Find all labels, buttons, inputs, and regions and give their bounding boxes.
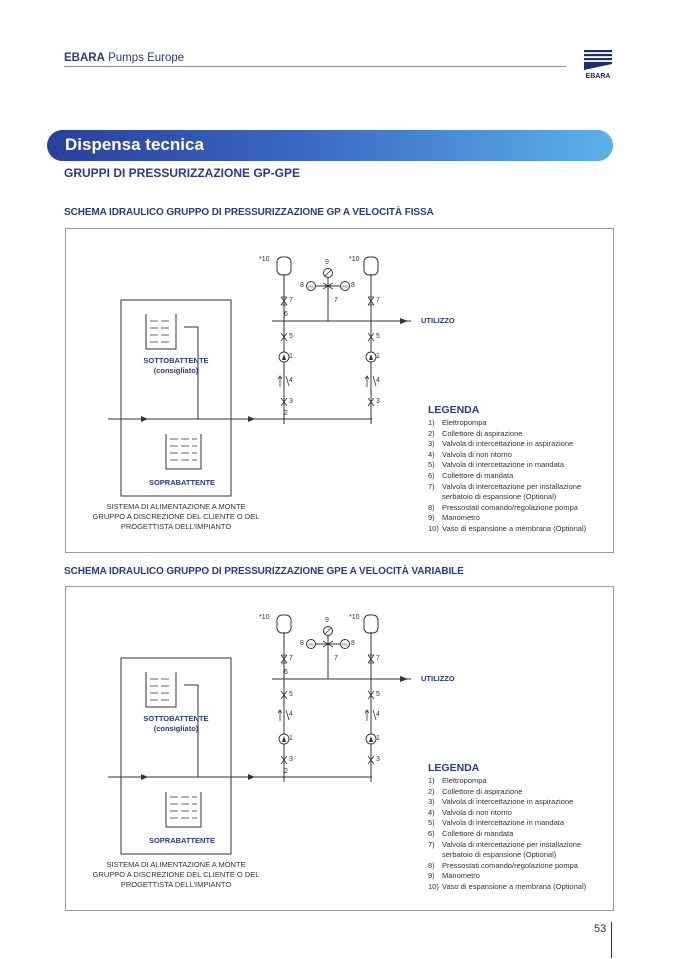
legend-title: LEGENDA [428,404,480,416]
legend-item-text: Collettore di aspirazione [442,428,523,438]
supply-caption [76,860,276,890]
legend-item [428,808,586,819]
switch-glyph: PS [342,642,348,647]
legend-item [428,450,586,461]
label-gauge: 9 [325,617,329,624]
legend-item-number [428,492,442,503]
schema-title-gp: SCHEMA IDRAULICO GRUPPO DI PRESSURIZZAZIONE GP A VELOCITÀ FISSA [64,207,434,218]
label-valve-7: 7 [334,655,338,662]
upper-tank [146,672,176,707]
expansion-vessel [364,257,378,275]
section-title: GRUPPI DI PRESSURIZZAZIONE GP-GPE [64,166,301,180]
sottobattente-label [126,356,226,376]
label-vessel: *10 [349,614,360,621]
legend-item-text: Collettore di aspirazione [442,786,523,796]
flow-arrow [141,774,148,780]
legend-item [428,492,586,503]
flow-arrow [248,416,255,422]
label-check-4: 4 [376,711,380,718]
legend-item [428,850,586,861]
label-valve-7: 7 [376,297,380,304]
label-vessel: *10 [349,256,360,263]
legend-item-text: Collettore di mandata [442,828,514,838]
upper-tank [146,314,176,349]
label-valve-3: 3 [376,756,380,763]
expansion-vessel [364,615,378,633]
legend-item-text: Valvola di non ritorno [442,449,512,459]
sottobattente-text: SOTTOBATTENTE [143,714,209,723]
supply-caption-line: PROGETTISTA DELL'IMPIANTO [120,880,232,889]
switch-glyph: PS [342,284,348,289]
supply-caption-line: SISTEMA DI ALIMENTAZIONE A MONTE [106,502,246,511]
legend-item-text: Pressostati comando/regolazione pompa [442,860,578,870]
label-pump-1: 1 [289,735,293,742]
banner-title: Dispensa tecnica [65,135,204,154]
supply-caption [76,502,276,532]
supply-caption-line: SISTEMA DI ALIMENTAZIONE A MONTE [106,860,246,869]
label-valve-3: 3 [289,756,293,763]
supply-caption-line: GRUPPO A DISCREZIONE DEL CLIENTE O DEL [92,870,260,879]
lower-tank [166,792,201,827]
legend-item [428,460,586,471]
legend-item [428,482,586,493]
legend-item [428,787,586,798]
legend-item [428,429,586,440]
legend [428,762,586,893]
legend-item-text: Elettropompa [442,418,487,427]
legend-item-text: Valvola di intercettazione per installazione [442,839,582,849]
legend-item-number: 1) [428,776,435,785]
label-pump-1: 1 [289,353,293,360]
label-valve-5: 5 [376,691,380,698]
legend-item [428,818,586,829]
legend-item [428,882,586,893]
expansion-vessel [277,615,291,633]
label-collector-6: 6 [284,669,288,676]
label-valve-7: 7 [376,655,380,662]
legend-item-text: Elettropompa [442,776,487,785]
header-brand: EBARA Pumps Europe [64,52,185,64]
soprabattente-label: SOPRABATTENTE [148,836,216,845]
expansion-vessel [277,257,291,275]
legend-item-text: Manometro [442,871,480,881]
sottobattente-text: SOTTOBATTENTE [143,356,209,365]
label-switch: 8 [300,282,304,289]
legend-item-text: Valvola di non ritorno [442,807,512,817]
label-collector-6: 6 [284,311,288,318]
consigliato-text: (consigliato) [153,366,199,375]
legend-item-number: 5) [428,460,435,470]
legend-item-number: 2) [428,786,435,796]
label-valve-7: 7 [289,655,293,662]
utilizzo-arrow [400,318,408,324]
legend-item-number: 6) [428,828,435,838]
legend-item [428,439,586,450]
legend-item-number: 5) [428,818,435,828]
legend-item-text: Valvola di intercettazione in mandata [442,460,565,470]
utilizzo-label: UTILIZZO [421,316,455,325]
legend-item [428,418,586,429]
legend-item-number: 3) [428,797,435,807]
legend-item-number: 3) [428,439,435,449]
header-divider [64,66,566,67]
legend-item [428,524,586,535]
ebara-logo [582,48,614,80]
label-pump-1: 1 [376,735,380,742]
utilizzo-arrow [400,676,408,682]
soprabattente-label: SOPRABATTENTE [148,478,216,487]
page-number-rule [611,922,612,958]
svg-text:EBARA: EBARA [585,73,611,80]
utilizzo-label: UTILIZZO [421,674,455,683]
label-valve-7: 7 [289,297,293,304]
legend-item-number: 6) [428,470,435,480]
legend-item-text: serbatoio di espansione (Optional) [442,850,557,860]
legend-item-text: Manometro [442,513,480,523]
label-valve-5: 5 [289,691,293,698]
legend-item-number: 8) [428,502,435,512]
legend-item-text: Collettore di mandata [442,470,514,480]
legend-item-number: 9) [428,871,435,881]
label-check-4: 4 [289,377,293,384]
legend-item-number: 7) [428,481,435,491]
legend-item [428,871,586,882]
legend-item-number: 4) [428,807,435,817]
lower-tank [166,434,201,469]
sottobattente-label [126,714,226,734]
label-vessel: *10 [259,256,270,263]
supply-caption-line: PROGETTISTA DELL'IMPIANTO [120,522,232,531]
label-check-4: 4 [376,377,380,384]
section-banner [47,130,613,161]
legend-item-text: Pressostati comando/regolazione pompa [442,502,578,512]
legend-list [428,418,586,535]
legend-item-number: 9) [428,513,435,523]
legend-item [428,861,586,872]
flow-arrow [141,416,148,422]
label-valve-7: 7 [334,297,338,304]
label-valve-3: 3 [376,398,380,405]
legend-item-number: 10) [428,523,439,533]
supply-caption-line: GRUPPO A DISCREZIONE DEL CLIENTE O DEL [92,512,260,521]
legend-item [428,829,586,840]
legend-item-text: Valvola di intercettazione in mandata [442,818,565,828]
switch-glyph: PS [308,642,314,647]
legend-item-text: Vaso di espansione a membrana (Optional) [442,881,587,891]
legend-item-text: Valvola di intercettazione in aspirazione [442,797,574,807]
label-valve-3: 3 [289,398,293,405]
label-pump-1: 1 [376,353,380,360]
legend-item-text: serbatoio di espansione (Optional) [442,492,557,502]
legend-list [428,776,586,893]
legend-item [428,471,586,482]
schema-panel-gp [65,228,614,553]
legend-item [428,503,586,514]
legend-item-text: Valvola di intercettazione per installazione [442,481,582,491]
schema-title-gpe: SCHEMA IDRAULICO GRUPPO DI PRESSURIZZAZIONE GPE A VELOCITÀ VARIABILE [64,566,464,577]
label-vessel: *10 [259,614,270,621]
legend-item-number: 10) [428,881,439,891]
flow-arrow [248,774,255,780]
switch-glyph: PS [308,284,314,289]
legend [428,404,586,535]
legend-item-number: 4) [428,449,435,459]
label-switch: 8 [351,282,355,289]
label-gauge: 9 [325,259,329,266]
legend-item-number [428,850,442,861]
label-valve-5: 5 [289,333,293,340]
legend-item [428,797,586,808]
legend-item-text: Valvola di intercettazione in aspirazione [442,439,574,449]
legend-item-number: 2) [428,428,435,438]
legend-item [428,840,586,851]
legend-item-text: Vaso di espansione a membrana (Optional) [442,523,587,533]
label-check-4: 4 [289,711,293,718]
label-valve-5: 5 [376,333,380,340]
page-number: 53 [594,923,607,935]
consigliato-text: (consigliato) [153,724,199,733]
legend-item-number: 1) [428,418,435,427]
legend-item-number: 8) [428,860,435,870]
label-collector-2: 2 [284,768,288,775]
schema-panel-gpe [65,586,614,911]
legend-item [428,776,586,787]
label-collector-2: 2 [284,410,288,417]
legend-item-number: 7) [428,839,435,849]
legend-title: LEGENDA [428,762,480,774]
legend-item [428,513,586,524]
label-switch: 8 [300,640,304,647]
label-switch: 8 [351,640,355,647]
